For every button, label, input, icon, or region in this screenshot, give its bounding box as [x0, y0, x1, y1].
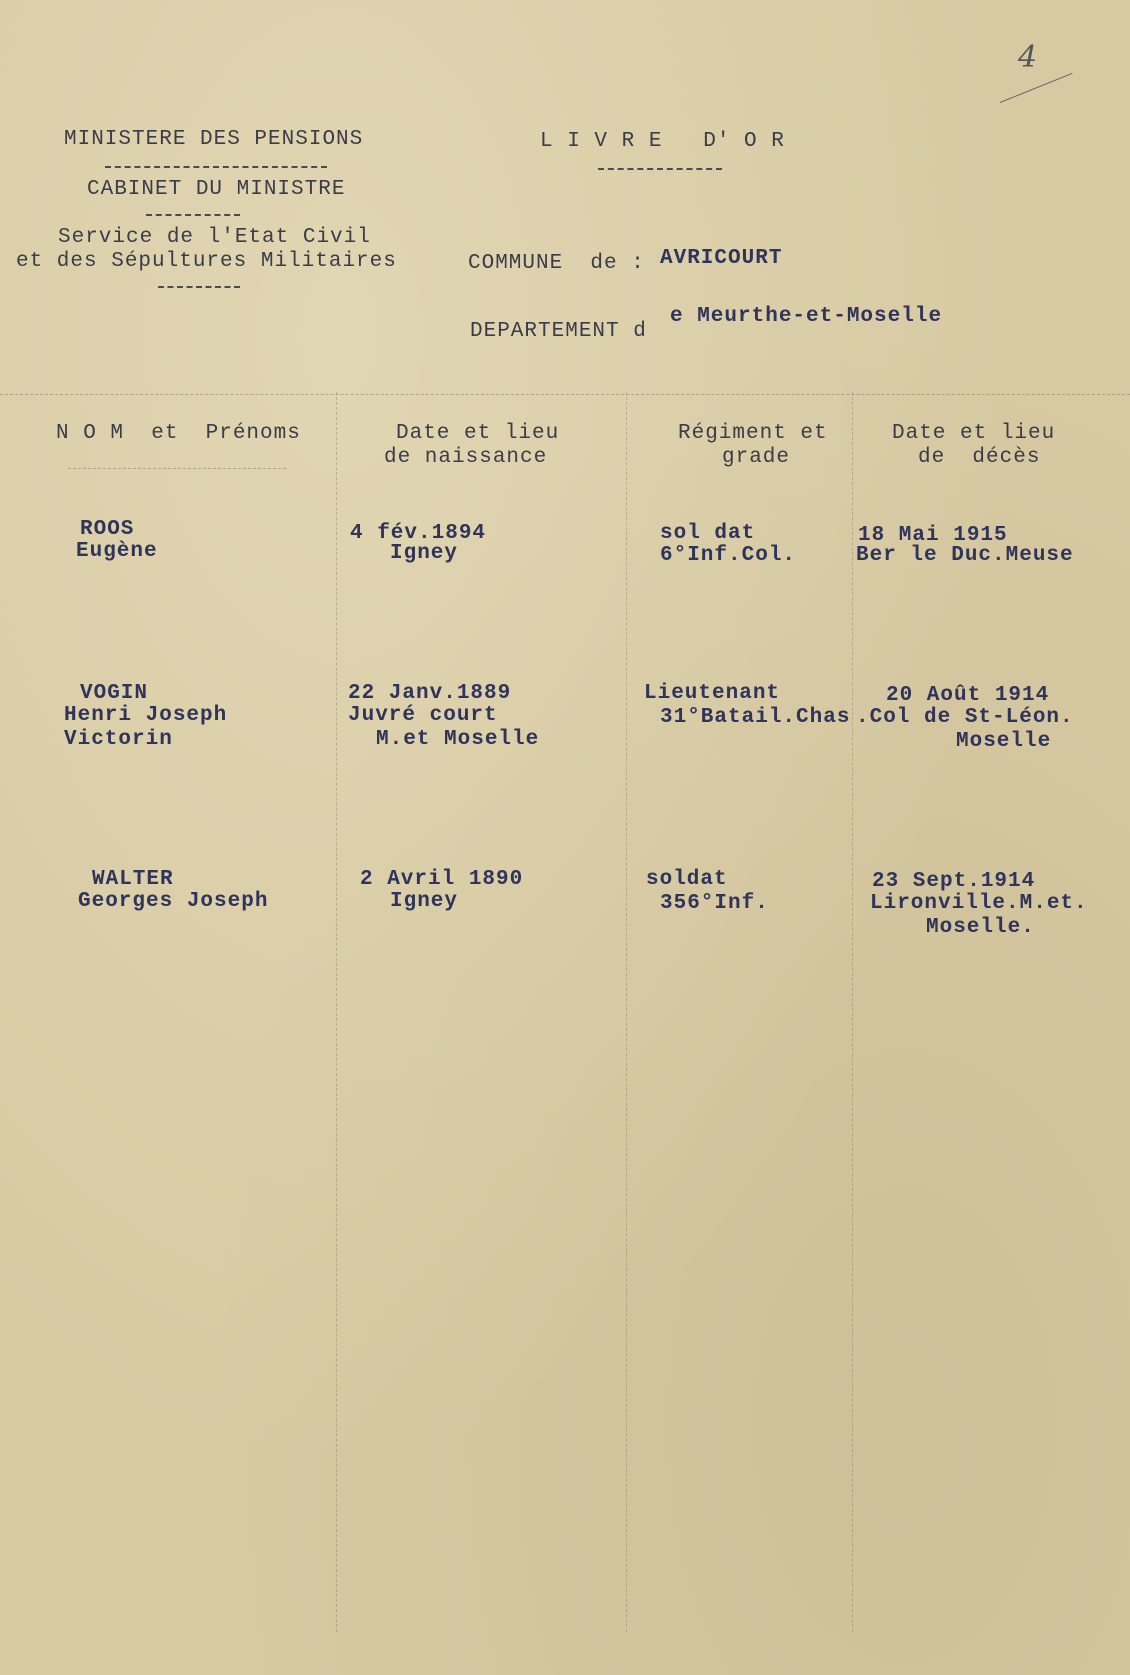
department-label: DEPARTEMENT d — [470, 320, 647, 343]
column-header-regiment-2: grade — [722, 446, 791, 469]
record-2-birth-region: M.et Moselle — [376, 728, 540, 751]
cabinet-underline — [146, 214, 240, 216]
record-3-death-date: 23 Sept.1914 — [872, 870, 1036, 893]
record-2-firstname-2: Victorin — [64, 728, 173, 751]
column-header-name-underline — [68, 468, 286, 469]
record-2-firstname-1: Henri Joseph — [64, 704, 228, 727]
commune-label: COMMUNE de : — [468, 252, 645, 275]
record-1-firstname: Eugène — [76, 540, 158, 563]
header-rule — [0, 394, 1130, 395]
record-3-birth-date: 2 Avril 1890 — [360, 868, 524, 891]
service-underline — [158, 286, 240, 288]
record-3-death-place: Lironville.M.et. — [870, 892, 1088, 915]
book-title: L I V R E D' O R — [540, 130, 785, 153]
column-header-birth-1: Date et lieu — [396, 422, 560, 445]
cabinet-heading: CABINET DU MINISTRE — [87, 178, 346, 201]
record-1-death-place: Ber le Duc.Meuse — [856, 544, 1074, 567]
record-3-regiment-grade: soldat — [646, 868, 728, 891]
commune-value: AVRICOURT — [660, 247, 783, 270]
column-header-birth-2: de naissance — [384, 446, 548, 469]
column-header-death-2: de décès — [918, 446, 1041, 469]
book-title-underline — [598, 168, 722, 170]
record-2-regiment-grade: Lieutenant — [644, 682, 781, 705]
record-3-firstname: Georges Joseph — [78, 890, 269, 913]
column-divider-3 — [852, 392, 853, 1632]
record-1-birth-place: Igney — [390, 542, 459, 565]
record-1-birth-date: 4 fév.1894 — [350, 522, 487, 545]
record-1-regiment-grade: sol dat — [660, 522, 756, 545]
record-2-death-date: 20 Août 1914 — [886, 684, 1050, 707]
service-line-2: et des Sépultures Militaires — [16, 250, 397, 273]
record-2-birth-place: Juvré court — [348, 704, 498, 727]
record-2-birth-date: 22 Janv.1889 — [348, 682, 512, 705]
record-2-death-region: Moselle — [956, 730, 1052, 753]
ministry-underline — [105, 166, 327, 168]
record-3-death-region: Moselle. — [926, 916, 1035, 939]
column-divider-1 — [336, 392, 337, 1632]
page-number: 4 — [1018, 40, 1038, 75]
service-line-1: Service de l'Etat Civil — [58, 226, 371, 249]
column-header-regiment-1: Régiment et — [678, 422, 828, 445]
pencil-stroke — [1000, 73, 1073, 103]
record-3-surname: WALTER — [92, 868, 174, 891]
record-2-surname: VOGIN — [80, 682, 149, 705]
record-1-death-date: 18 Mai 1915 — [858, 524, 1008, 547]
column-divider-2 — [626, 392, 627, 1632]
column-header-death-1: Date et lieu — [892, 422, 1056, 445]
record-1-surname: ROOS — [80, 518, 135, 541]
record-3-birth-place: Igney — [390, 890, 459, 913]
column-header-name: N O M et Prénoms — [56, 422, 301, 445]
record-1-regiment-unit: 6°Inf.Col. — [660, 544, 797, 567]
record-2-death-place: .Col de St-Léon. — [856, 706, 1074, 729]
record-3-regiment-unit: 356°Inf. — [660, 892, 769, 915]
department-value: e Meurthe-et-Moselle — [670, 305, 943, 328]
record-2-regiment-unit: 31°Batail.Chas — [660, 706, 851, 729]
ministry-heading: MINISTERE DES PENSIONS — [64, 128, 364, 151]
